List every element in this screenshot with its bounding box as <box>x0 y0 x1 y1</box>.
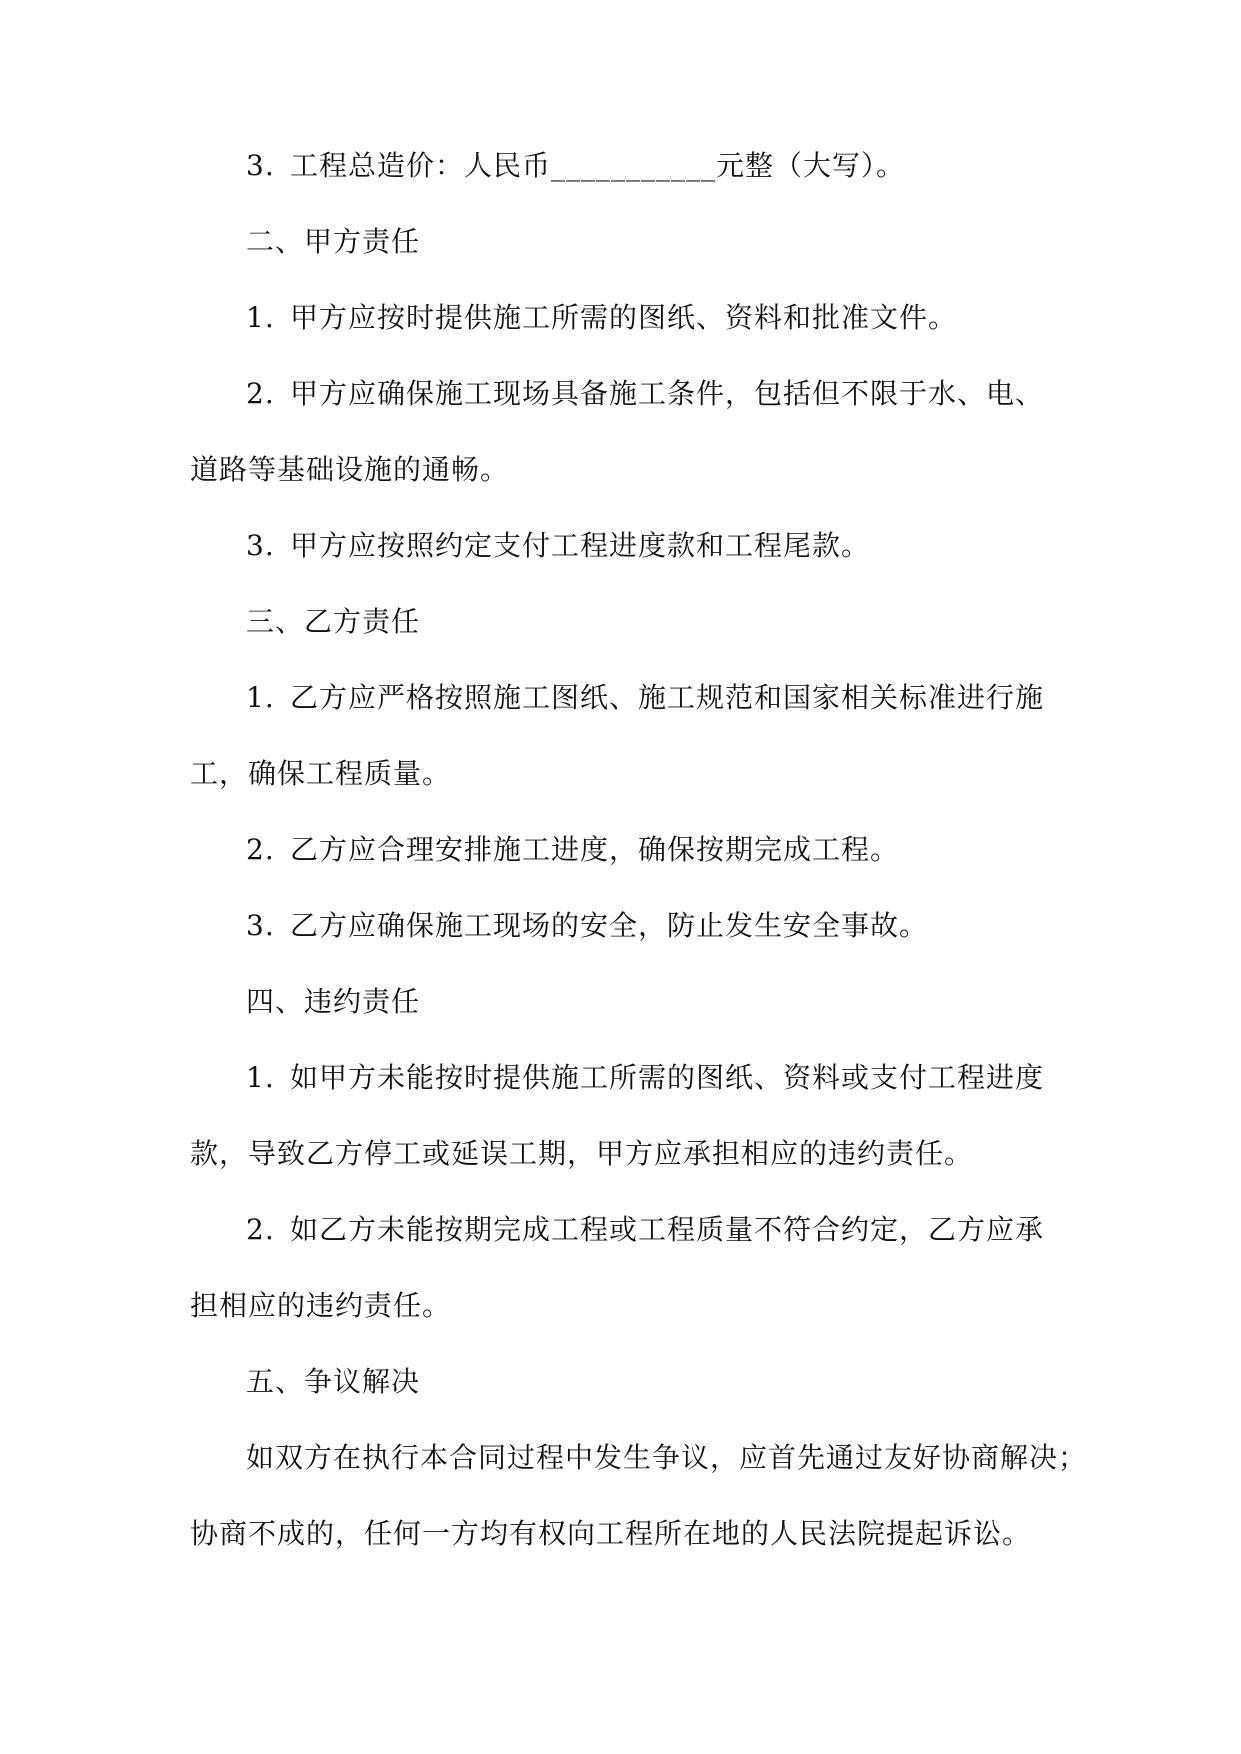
section-heading <box>190 1344 1055 1420</box>
item-number: 1. <box>246 301 275 334</box>
item-number: 2. <box>246 1213 275 1246</box>
paragraph-line <box>190 736 1055 812</box>
paragraph-line <box>190 1192 1055 1268</box>
paragraph-line <box>190 128 1055 204</box>
paragraph-line <box>190 1268 1055 1344</box>
line-text: 如甲方未能按时提供施工所需的图纸、资料或支付工程进度 <box>290 1061 1045 1094</box>
line-text: 甲方应按照约定支付工程进度款和工程尾款。 <box>290 529 871 562</box>
line-text: 担相应的违约责任。 <box>190 1289 452 1322</box>
line-text: 二、甲方责任 <box>246 225 421 258</box>
section-heading <box>190 964 1055 1040</box>
paragraph-line <box>190 280 1055 356</box>
line-text: 四、违约责任 <box>246 985 421 1018</box>
line-text: 三、乙方责任 <box>246 605 421 638</box>
document-page <box>190 128 1088 1572</box>
line-text: 乙方应合理安排施工进度，确保按期完成工程。 <box>290 833 900 866</box>
line-text: 乙方应严格按照施工图纸、施工规范和国家相关标准进行施 <box>290 681 1045 714</box>
paragraph-line <box>190 1116 1055 1192</box>
line-text: 乙方应确保施工现场的安全，防止发生安全事故。 <box>290 909 929 942</box>
line-text: 如乙方未能按期完成工程或工程质量不符合约定，乙方应承 <box>290 1213 1045 1246</box>
paragraph-line <box>190 356 1055 432</box>
item-number: 1. <box>246 681 275 714</box>
section-heading <box>190 204 1055 280</box>
paragraph-line <box>190 660 1055 736</box>
item-number: 3. <box>246 529 275 562</box>
line-text: 工程总造价：人民币___________元整（大写）。 <box>290 149 906 182</box>
paragraph-line <box>190 508 1055 584</box>
line-text: 甲方应确保施工现场具备施工条件，包括但不限于水、电、 <box>290 377 1045 410</box>
item-number: 1. <box>246 1061 275 1094</box>
line-text: 款，导致乙方停工或延误工期，甲方应承担相应的违约责任。 <box>190 1137 974 1170</box>
line-text: 甲方应按时提供施工所需的图纸、资料和批准文件。 <box>290 301 958 334</box>
line-text: 工，确保工程质量。 <box>190 757 452 790</box>
line-text: 五、争议解决 <box>246 1365 421 1398</box>
line-text: 如双方在执行本合同过程中发生争议，应首先通过友好协商解决； <box>246 1441 1088 1474</box>
paragraph-line <box>190 812 1055 888</box>
paragraph-line <box>190 432 1055 508</box>
item-number: 3. <box>246 149 275 182</box>
section-heading <box>190 584 1055 660</box>
paragraph-line <box>190 1040 1055 1116</box>
item-number: 3. <box>246 909 275 942</box>
paragraph-line <box>190 888 1055 964</box>
paragraph-line <box>190 1420 1088 1496</box>
line-text: 道路等基础设施的通畅。 <box>190 453 510 486</box>
paragraph-line <box>190 1496 1055 1572</box>
item-number: 2. <box>246 377 275 410</box>
item-number: 2. <box>246 833 275 866</box>
line-text: 协商不成的，任何一方均有权向工程所在地的人民法院提起诉讼。 <box>190 1517 1032 1550</box>
